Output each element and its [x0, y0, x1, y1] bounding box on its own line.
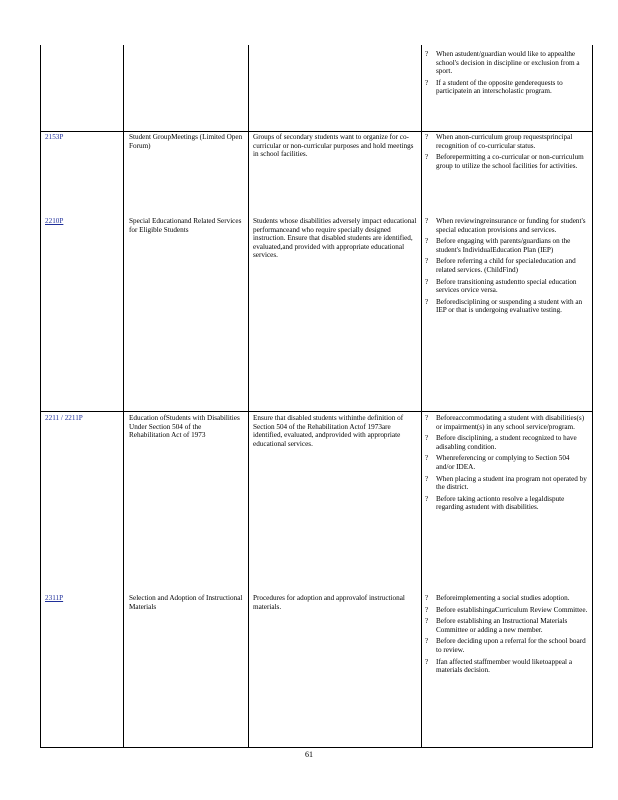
list-item: ? When reviewingreinsurance or funding for student's special education provisions and services. [425, 217, 586, 234]
list-item: ? Ifan affected staffmember would liketoappeal a materials decision. [425, 657, 573, 675]
table-cell-when [425, 50, 588, 99]
table-cell-title [129, 217, 243, 234]
list-item: ? Before referring a child for specialeducation and related services. (ChildFind) [425, 257, 576, 274]
policy-title: Selection and Adoption of Instructional Materials [129, 594, 243, 611]
policy-title: Special Educationand Related Services for Eligible Students [129, 217, 242, 234]
table-cell-policy [45, 414, 119, 423]
list-item: ? If a student of the opposite genderequests to participatein an interscholastic program. [425, 78, 563, 96]
policy-description: Groups of secondary students want to organize for co-curricular or non-curricular purposes and hold meetings in school facilities. [253, 133, 414, 159]
policy-table [40, 45, 593, 748]
list-item: ? When astudent/guardian would like to appealthe school's decision in discipline or exclusion from a sport. [425, 50, 580, 76]
when-list [425, 133, 588, 170]
list-item: ? Before establishing an Instructional Materials Committee or adding a new member. [425, 617, 568, 634]
table-cell-when [425, 594, 588, 678]
list-item: ? Beforedisciplining or suspending a student with an IEP or that is undergoing evaluative testing. [425, 297, 583, 315]
policy-description: Students whose disabilities adversely impact educational performanceand who require specially designed instruction. Ensure that disabled students are identified, evaluated,and provided with appropriate educational services. [253, 217, 417, 260]
list-item: ? Before establishingaCurriculum Review Committee. [425, 605, 588, 614]
column-divider [421, 45, 422, 747]
table-cell-policy [45, 217, 119, 226]
policy-description: Procedures for adoption and approvalof instructional materials. [253, 594, 405, 611]
when-list [425, 217, 588, 315]
policy-title: Education ofStudents with Disabilities Under Section 504 of the Rehabilitation Act of 1973 [129, 414, 240, 440]
list-item: ? Before disciplining, a student recognized to have adisabling condition. [425, 434, 577, 451]
table-cell-description [253, 414, 417, 448]
table-cell-title [129, 594, 243, 611]
list-item: ? Before transitioning astudentto special education services orvice versa. [425, 277, 577, 295]
list-item: ? Before taking actionto resolve a legaldispute regarding astudent with disabilities. [425, 494, 565, 512]
list-item: ? Before engaging with parents/guardians on the student's IndividualEducation Plan (IEP) [425, 237, 571, 254]
policy-description: Ensure that disabled students withinthe definition of Section 504 of the Rehabilitation Actof 1973are identified, evaluated, andprovided with appropriate educational services. [253, 414, 404, 448]
row-divider [41, 411, 592, 412]
table-cell-description [253, 594, 417, 611]
when-list [425, 594, 588, 675]
list-item: ? Before deciding upon a referral for the school board to review. [425, 637, 586, 654]
policy-number: 2153P [45, 133, 64, 141]
when-list [425, 414, 588, 512]
table-cell-policy [45, 133, 119, 142]
table-cell-title [129, 133, 243, 150]
policy-number: 2211 / 2211P [45, 414, 83, 422]
row-divider [41, 131, 592, 132]
table-cell-when [425, 217, 588, 318]
table-cell-title [129, 414, 243, 440]
policy-link[interactable]: 2311P [45, 594, 64, 602]
when-list [425, 50, 588, 96]
list-item: ? Beforeimplementing a social studies adoption. [425, 594, 570, 602]
page-number: 61 [305, 750, 313, 759]
table-cell-policy [45, 594, 119, 603]
table-cell-description [253, 217, 417, 260]
list-item: ? Whenreferencing or complying to Section 504 and/or IDEA. [425, 454, 570, 471]
list-item: ? Beforeaccommodating a student with disabilities(s) or impairment(s) in any school service/program. [425, 414, 585, 431]
table-cell-description [253, 133, 417, 159]
table-cell-when [425, 414, 588, 515]
table-cell-when [425, 133, 588, 173]
column-divider [248, 45, 249, 747]
column-divider [123, 45, 124, 747]
policy-link[interactable]: 2210P [45, 217, 64, 225]
list-item: ? When anon-curriculum group requestsprincipal recognition of co-curricular status. [425, 133, 573, 150]
list-item: ? Beforepermitting a co-curricular or non-curriculum group to utilize the school facilities for activities. [425, 153, 584, 170]
policy-title: Student GroupMeetings (Limited Open Forum) [129, 133, 243, 150]
list-item: ? When placing a student ina program not operated by the district. [425, 474, 587, 492]
